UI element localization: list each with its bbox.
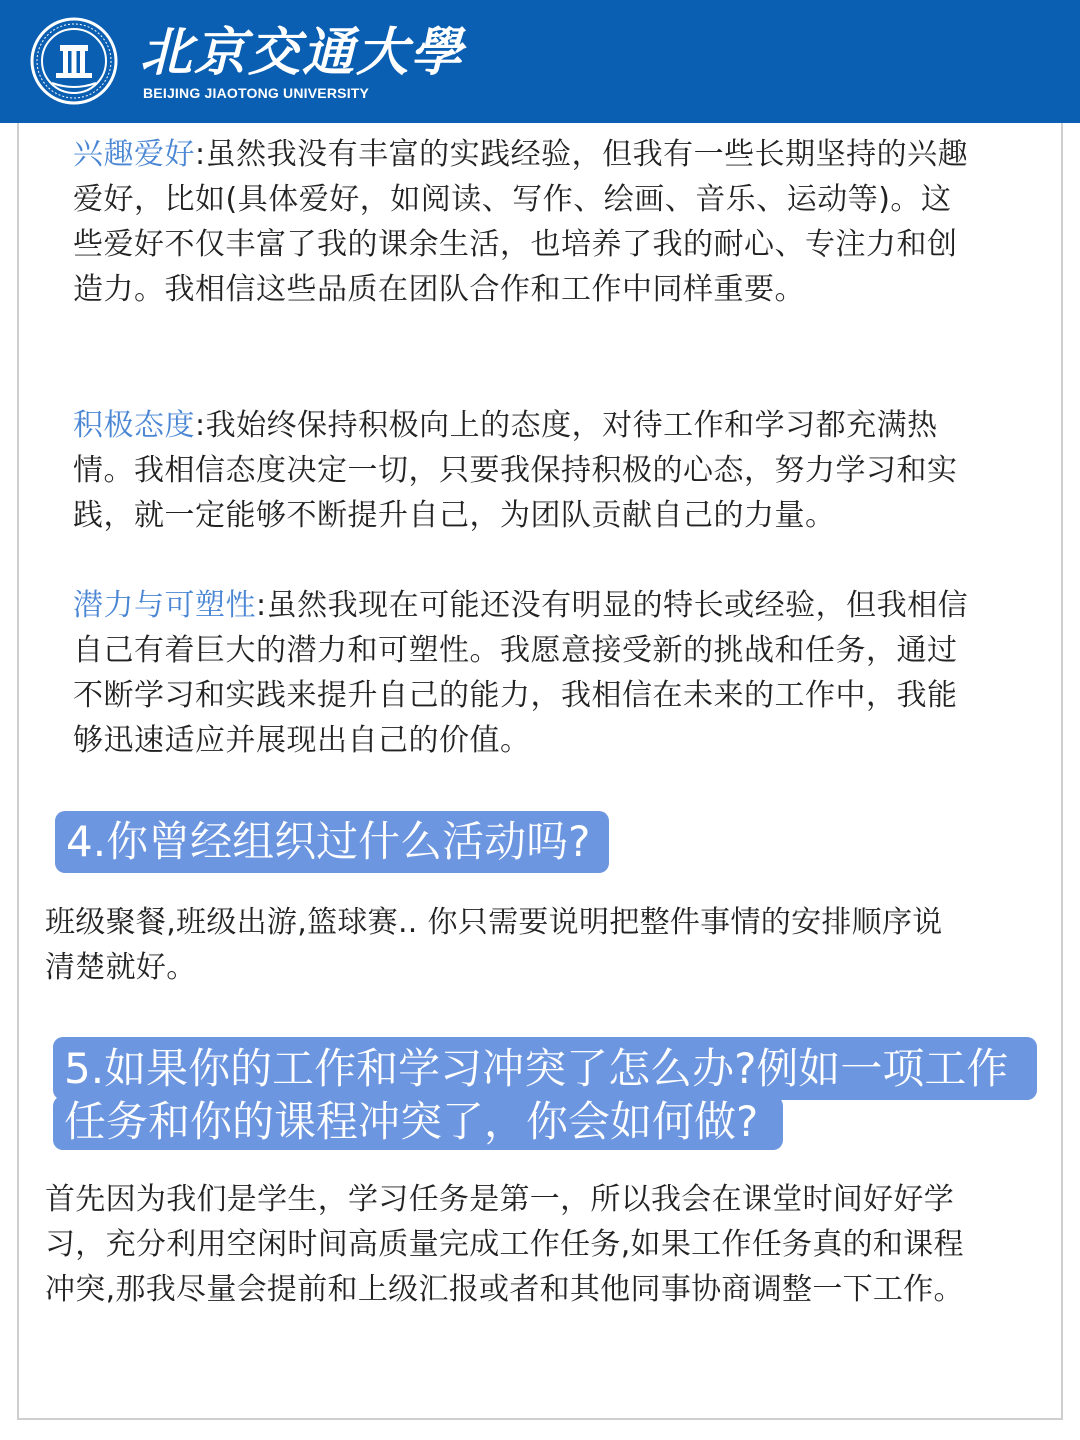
section-text: :我始终保持积极向上的态度，对待工作和学习都充满热情。我相信态度决定一切，只要我保持积极的心态，努力学习和实践，就一定能够不断提升自己，为团队贡献自己的力量。 [73, 408, 958, 533]
school-name-chinese: 北京交通大學 [140, 22, 465, 83]
section-label: 潜力与可塑性 [73, 588, 256, 623]
section-potential [73, 583, 973, 763]
section-text: :虽然我现在可能还没有明显的特长或经验，但我相信自己有着巨大的潜力和可塑性。我愿意接受新的挑战和任务，通过不断学习和实践来提升自己的能力，我相信在未来的工作中，我能够迅速适应并展现出自己的价值。 [73, 588, 969, 758]
section-label: 兴趣爱好 [73, 137, 195, 172]
section-hobbies [73, 132, 973, 312]
school-name-english: BEIJING JIAOTONG UNIVERSITY [143, 85, 370, 101]
university-emblem-icon [30, 17, 118, 105]
question-5-answer: 首先因为我们是学生，学习任务是第一，所以我会在课堂时间好好学习，充分利用空闲时间高质量完成工作任务,如果工作任务真的和课程冲突,那我尽量会提前和上级汇报或者和其他同事协商调整一下工作。 [45, 1182, 964, 1307]
question-4-title: 4.你曾经组织过什么活动吗? [55, 811, 609, 873]
question-5-title-line1: 5.如果你的工作和学习冲突了怎么办?例如一项工作 [53, 1037, 1037, 1100]
section-label: 积极态度 [73, 408, 195, 443]
question-4-answer: 班级聚餐,班级出游,篮球赛.. 你只需要说明把整件事情的安排顺序说清楚就好。 [45, 905, 943, 985]
section-attitude [73, 403, 973, 538]
section-text: :虽然我没有丰富的实践经验，但我有一些长期坚持的兴趣爱好，比如(具体爱好，如阅读、写作、绘画、音乐、运动等)。这些爱好不仅丰富了我的课余生活，也培养了我的耐心、专注力和创造力。我相信这些品质在团队合作和工作中同样重要。 [73, 137, 969, 307]
question-5-title-line2: 任务和你的课程冲突了，你会如何做? [53, 1096, 783, 1150]
header-banner [0, 0, 1080, 123]
